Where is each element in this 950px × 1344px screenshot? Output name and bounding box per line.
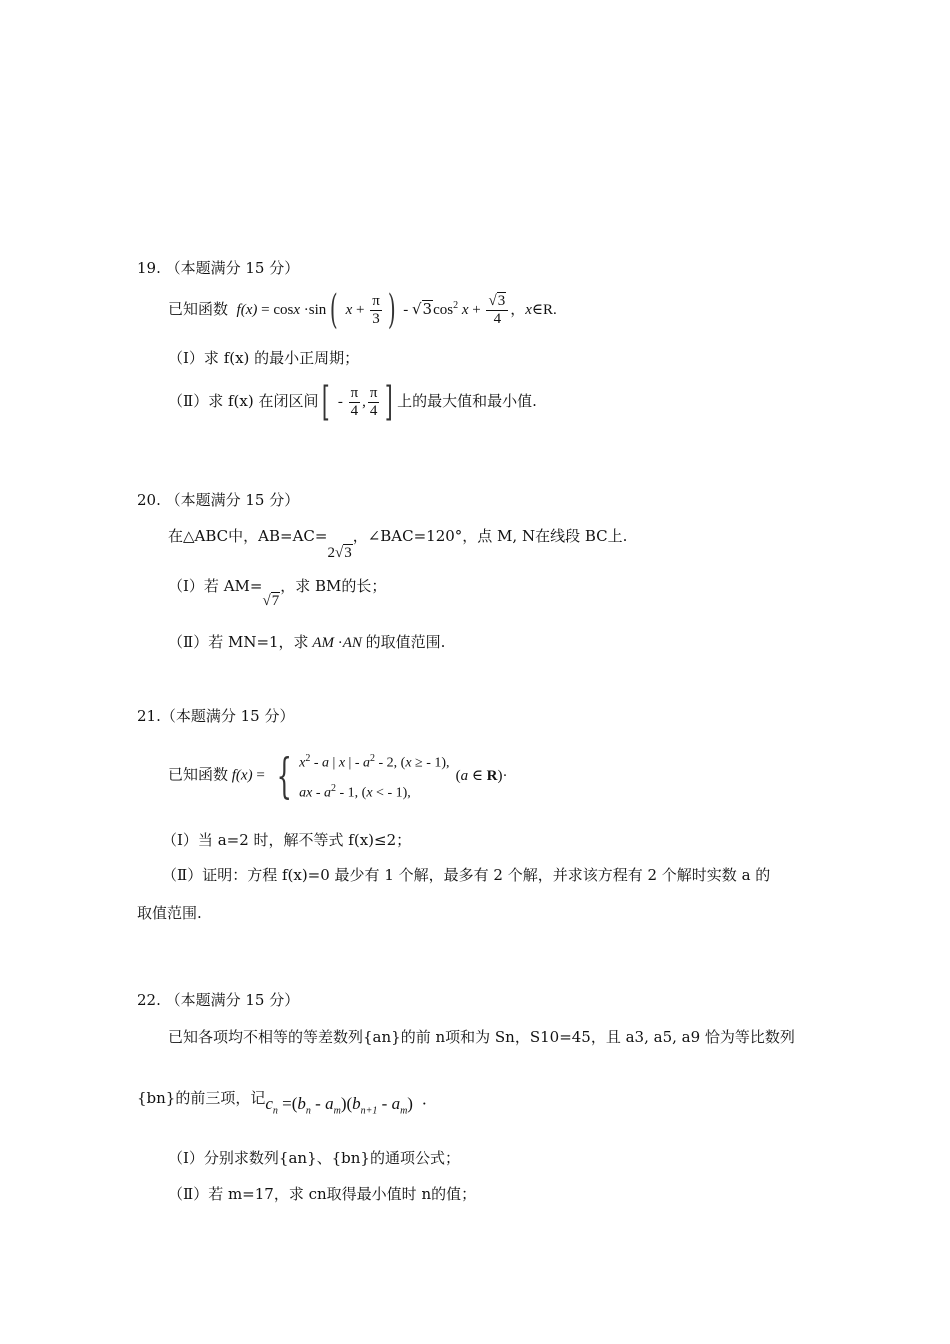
q19-part1: （Ⅰ）求 f(x) 的最小正周期； <box>168 349 360 367</box>
q20-part2-a: （Ⅱ）若 MN=1，求 <box>168 633 309 651</box>
q19-header: 19. （本题满分 15 分） <box>137 259 300 277</box>
q20-part1-a: （Ⅰ）若 AM= <box>168 577 263 595</box>
q22-intro-line1: 已知各项均不相等的等差数列{an}的前 n项和为 Sn，S10=45，且 a3, a5, a9 恰为等比数列 <box>168 1028 795 1046</box>
q21-header: 21.（本题满分 15 分） <box>137 707 295 725</box>
q22-intro-line2 <box>137 1088 427 1124</box>
q21-part2-line1: （Ⅱ）证明：方程 f(x)=0 最少有 1 个解，最多有 2 个解，并求该方程有 2 个解时实数 a 的 <box>162 866 771 884</box>
q22-part2: （Ⅱ）若 m=17，求 cn取得最小值时 n的值； <box>168 1185 477 1203</box>
q22-part1: （Ⅰ）分别求数列{an}、{bn}的通项公式； <box>168 1149 460 1167</box>
q21-part1: （Ⅰ）当 a=2 时，解不等式 f(x)≤2； <box>162 831 412 849</box>
q19-intro: 已知函数 f(x) = cosx ·sin( x + $\frac{\pi}{3}$ ) - $√3\cos^2$ x + $\frac{√3}{4}$ ，x∈R. <box>168 287 557 333</box>
q21-intro: 已知函数 f(x) = { $x^2$ - a | x | - $a^2 - 2$, (x ≥ - 1), ax - $a^2 - 1$, (x < - 1),(a ∈ R)· <box>168 747 508 804</box>
q19-part2: （Ⅱ）求 f(x) 在闭区间[ - $\frac{\pi}{4}$ , $\frac{\pi}{4}$ ] 上的最大值和最小值. <box>168 379 537 425</box>
q22-header: 22. （本题满分 15 分） <box>137 991 300 1009</box>
q19-part2-text: （Ⅱ）求 f(x) 在闭区间 <box>168 392 319 410</box>
q20-intro: 在△ABC中，AB=AC=2√3，∠BAC=120°，点 M, N在线段 BC上. <box>168 527 628 561</box>
q22-cn-formula: $c_n =(b_n - a_m)(b_{n+1} - a_m)$ · <box>265 1094 428 1117</box>
q20-intro-b: ，∠BAC=120°，点 M, N在线段 BC上. <box>352 527 628 545</box>
q19-formula: f(x) <box>232 302 258 318</box>
q21-intro-text: 已知函数 <box>168 765 229 784</box>
q22-intro-line2-text: {bn}的前三项，记 <box>137 1089 266 1107</box>
q19-part2-suffix: 上的最大值和最小值. <box>397 392 537 410</box>
q20-part1: （Ⅰ）若 AM=√7，求 BM的长； <box>168 577 387 609</box>
q20-part2: （Ⅱ）若 MN=1，求 AM ·AN 的取值范围. <box>168 633 446 651</box>
q20-part1-b: ，求 BM的长； <box>280 577 387 595</box>
q20-header: 20. （本题满分 15 分） <box>137 491 300 509</box>
q19-intro-text: 已知函数 <box>168 300 229 318</box>
q20-part2-b: 的取值范围. <box>365 633 446 651</box>
q21-piecewise: $x^2$ - a | x | - $a^2 - 2$, (x ≥ - 1), ax - $a^2 - 1$, (x < - 1), <box>299 753 450 801</box>
q21-part2-line2: 取值范围. <box>137 904 202 922</box>
q20-intro-a: 在△ABC中，AB=AC= <box>168 527 328 545</box>
